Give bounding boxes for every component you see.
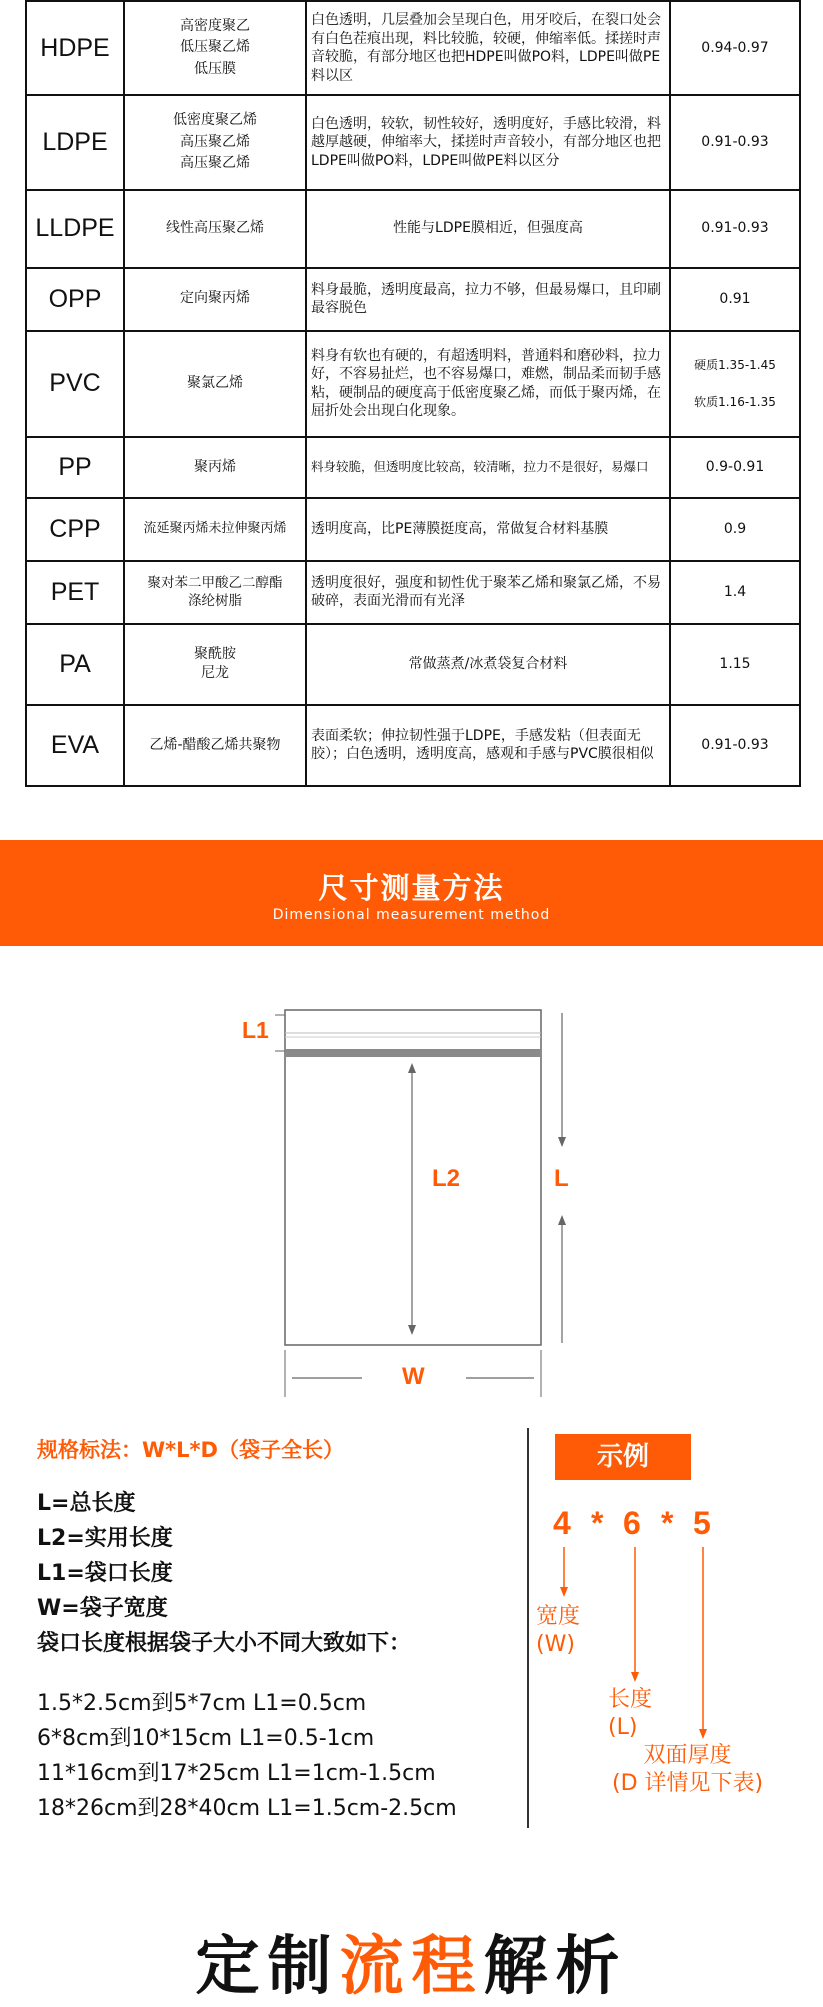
spec-definition: 袋口长度根据袋子大小不同大致如下： xyxy=(37,1631,412,1656)
bag-outline xyxy=(285,1010,541,1345)
material-density: 0.91-0.93 xyxy=(670,190,800,268)
material-name: 聚酰胺 尼龙 xyxy=(124,624,306,705)
example-length-number: 6 xyxy=(623,1505,641,1541)
table-row xyxy=(26,268,800,331)
spec-heading: 规格标法：W*L*D（袋子全长） xyxy=(37,1438,344,1462)
material-name: 乙烯-醋酸乙烯共聚物 xyxy=(124,705,306,786)
material-code: OPP xyxy=(26,268,124,331)
material-name: 高密度聚乙 低压聚乙烯 低压膜 xyxy=(124,1,306,95)
spec-section xyxy=(0,1420,823,1840)
length-arrow-head xyxy=(631,1672,639,1682)
spec-definition: L2=实用长度 xyxy=(37,1526,173,1551)
material-name: 聚对苯二甲酸乙二醇酯 涤纶树脂 xyxy=(124,561,306,624)
material-name: 线性高压聚乙烯 xyxy=(124,190,306,268)
spec-definition: L=总长度 xyxy=(37,1491,136,1516)
example-depth-number: 5 xyxy=(693,1505,711,1541)
material-description: 料身较脆，但透明度比较高，较清晰，拉力不是很好，易爆口 xyxy=(306,437,670,498)
example-separator: * xyxy=(591,1505,604,1541)
size-rule: 18*26cm到28*40cm L1=1.5cm-2.5cm xyxy=(37,1796,457,1821)
table-row xyxy=(26,624,800,705)
size-rule: 1.5*2.5cm到5*7cm L1=0.5cm xyxy=(37,1691,367,1716)
width-arrow-head xyxy=(560,1587,568,1597)
table-row xyxy=(26,95,800,189)
material-description: 白色透明，较软，韧性较好，透明度好，手感比较滑，料越厚越硬，伸缩率大，揉搓时声音较小，有部分地区也把LDPE叫做PO料，LDPE叫做PE料以区分 xyxy=(306,95,670,189)
bag-diagram xyxy=(0,995,823,1405)
spec-definition: W=袋子宽度 xyxy=(37,1596,168,1621)
material-density: 1.15 xyxy=(670,624,800,705)
depth-arrow-head xyxy=(699,1729,707,1739)
w-label: W xyxy=(402,1363,425,1390)
l-label: L xyxy=(554,1165,569,1192)
material-description: 白色透明，几层叠加会呈现白色，用牙咬后，在裂口处会有白色茬痕出现，料比较脆，较硬，伸缩率低。揉搓时声音较脆，有部分地区也把HDPE叫做PO料，LDPE叫做PE料以区 xyxy=(306,1,670,95)
table-row xyxy=(26,331,800,437)
material-code: PP xyxy=(26,437,124,498)
l-arrow-head xyxy=(558,1137,566,1147)
material-name: 聚丙烯 xyxy=(124,437,306,498)
table-row xyxy=(26,437,800,498)
table-row xyxy=(26,705,800,786)
material-code: PVC xyxy=(26,331,124,437)
material-density: 1.4 xyxy=(670,561,800,624)
material-code: LDPE xyxy=(26,95,124,189)
material-density: 0.9 xyxy=(670,498,800,561)
example-title: 示例 xyxy=(555,1434,691,1480)
material-density: 0.91-0.93 xyxy=(670,95,800,189)
size-rule: 6*8cm到10*15cm L1=0.5-1cm xyxy=(37,1726,375,1751)
material-description: 透明度很好，强度和韧性优于聚苯乙烯和聚氯乙烯，不易破碎，表面光滑而有光泽 xyxy=(306,561,670,624)
material-description: 常做蒸煮/冰煮袋复合材料 xyxy=(306,624,670,705)
l1-label: L1 xyxy=(242,1017,269,1043)
material-table-body xyxy=(26,1,800,786)
table-row xyxy=(26,498,800,561)
table-row xyxy=(26,1,800,95)
material-density: 硬质1.35-1.45 软质1.16-1.35 xyxy=(670,331,800,437)
material-code: PET xyxy=(26,561,124,624)
material-description: 透明度高，比PE薄膜挺度高，常做复合材料基膜 xyxy=(306,498,670,561)
material-density: 0.91 xyxy=(670,268,800,331)
zipper-band xyxy=(285,1049,541,1057)
material-name: 定向聚丙烯 xyxy=(124,268,306,331)
material-description: 料身有软也有硬的，有超透明料，普通料和磨砂料，拉力好，不容易扯烂，也不容易爆口，难燃，制品柔而韧手感粘，硬制品的硬度高于低密度聚乙烯，而低于聚丙烯，在屈折处会出现白化现象。 xyxy=(306,331,670,437)
example-width-number: 4 xyxy=(553,1505,571,1541)
material-code: CPP xyxy=(26,498,124,561)
material-code: LLDPE xyxy=(26,190,124,268)
bag-diagram-drawing xyxy=(0,995,823,1405)
size-rule: 11*16cm到17*25cm L1=1cm-1.5cm xyxy=(37,1761,436,1786)
material-table xyxy=(25,0,801,787)
section-banner xyxy=(0,840,823,946)
material-code: EVA xyxy=(26,705,124,786)
banner-subtitle: Dimensional measurement method xyxy=(272,907,551,923)
material-name: 低密度聚乙烯 高压聚乙烯 高压聚乙烯 xyxy=(124,95,306,189)
material-density: 0.91-0.93 xyxy=(670,705,800,786)
material-code: HDPE xyxy=(26,1,124,95)
table-row xyxy=(26,190,800,268)
material-description: 表面柔软；伸拉韧性强于LDPE，手感发粘（但表面无胶）；白色透明，透明度高，感观和手感与PVC膜很相似 xyxy=(306,705,670,786)
material-name: 流延聚丙烯未拉伸聚丙烯 xyxy=(124,498,306,561)
spec-definition: L1=袋口长度 xyxy=(37,1561,173,1586)
material-density: 0.9-0.91 xyxy=(670,437,800,498)
next-section-heading xyxy=(0,1915,823,2007)
banner-title: 尺寸测量方法 xyxy=(318,871,505,905)
next-heading-suffix: 解析 xyxy=(483,1930,628,2004)
next-heading-highlight: 流程 xyxy=(339,1930,484,2004)
material-density: 0.94-0.97 xyxy=(670,1,800,95)
table-row xyxy=(26,561,800,624)
l-arrow-head xyxy=(558,1215,566,1225)
example-length-label: 长度 (L) xyxy=(608,1687,653,1740)
example-separator: * xyxy=(661,1505,674,1541)
next-heading-prefix: 定制 xyxy=(195,1930,340,2004)
material-description: 性能与LDPE膜相近，但强度高 xyxy=(306,190,670,268)
l2-label: L2 xyxy=(432,1165,461,1192)
material-name: 聚氯乙烯 xyxy=(124,331,306,437)
example-width-label: 宽度 (W) xyxy=(536,1604,581,1657)
material-description: 料身最脆，透明度最高，拉力不够，但最易爆口，且印刷最容脱色 xyxy=(306,268,670,331)
example-depth-label: 双面厚度 (D 详情见下表) xyxy=(612,1743,764,1796)
material-code: PA xyxy=(26,624,124,705)
